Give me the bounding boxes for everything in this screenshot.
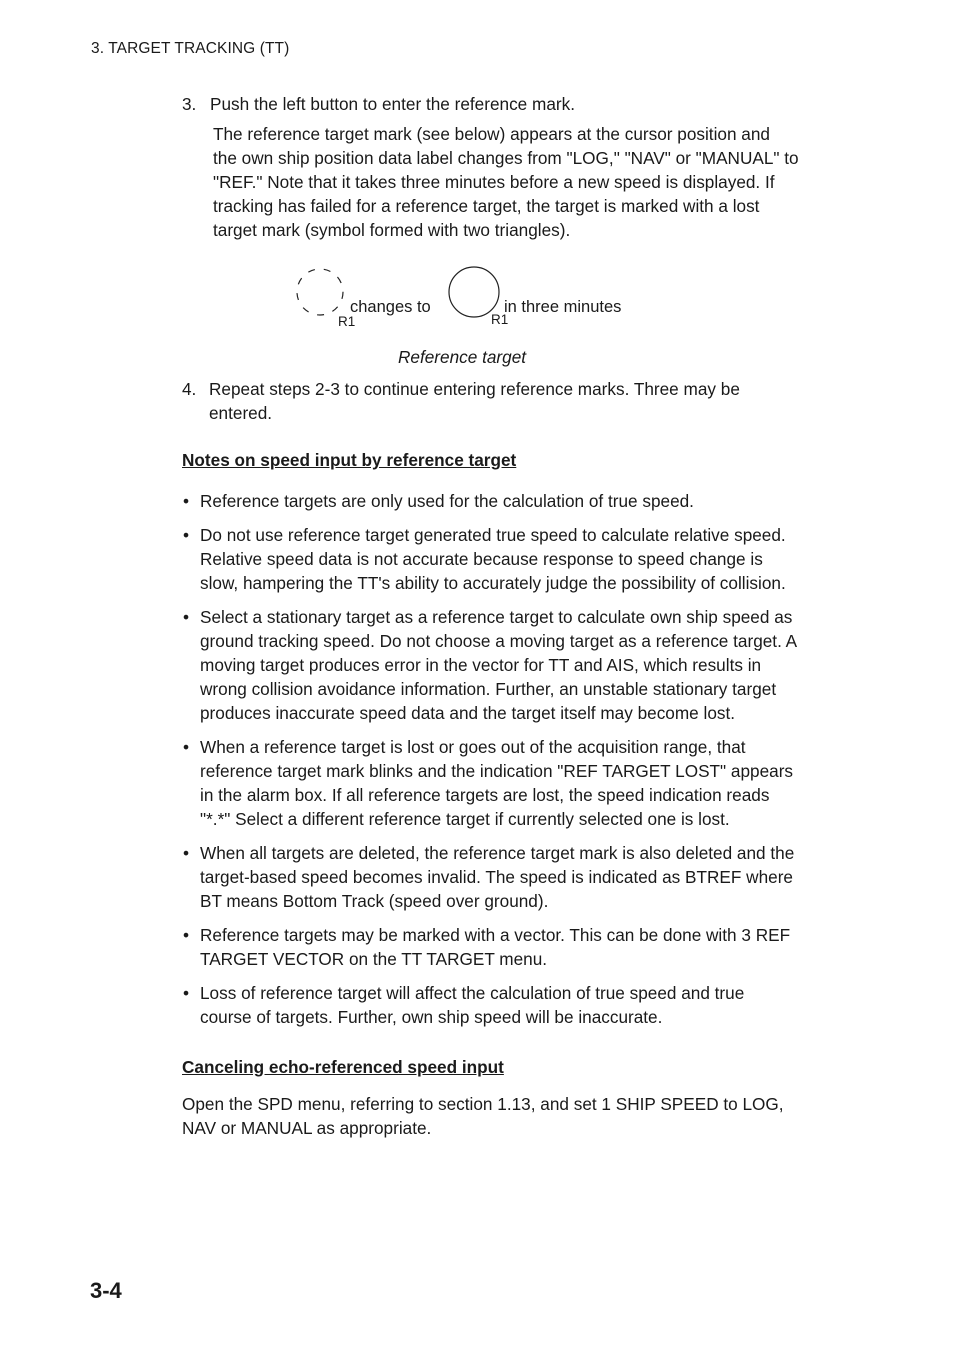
text-line: Reference targets may be marked with a vector. This can be done with 3 REF [200,925,791,945]
bullet-icon: • [183,525,190,545]
text-line: ground tracking speed. Do not choose a moving target as a reference target. A [200,631,798,651]
text-line: Reference targets are only used for the calculation of true speed. [200,491,694,511]
text-line: tracking has failed for a reference target, the target is marked with a lost [213,196,760,216]
text-line: "*.*" Select a different reference target if currently selected one is lost. [200,809,730,829]
reference-target-figure [290,262,650,337]
step-4-number: 4. [182,379,197,399]
text-line: produces inaccurate speed data and the target itself may become lost. [200,703,736,723]
text-line: reference target mark blinks and the indication "REF TARGET LOST" appears [200,761,794,781]
text-line: "REF." Note that it takes three minutes before a new speed is displayed. If [213,172,775,192]
text-line: The reference target mark (see below) appears at the cursor position and [213,124,770,144]
bullet-icon: • [183,737,190,757]
text-line: When a reference target is lost or goes out of the acquisition range, that [200,737,746,757]
text-line: the own ship position data label changes from "LOG," "NAV" or "MANUAL" to [213,148,799,168]
text-line: in the alarm box. If all reference targets are lost, the speed indication reads [200,785,770,805]
step-3-title: Push the left button to enter the reference mark. [210,94,575,114]
canceling-description [182,1092,847,1140]
solid-circle-icon [449,267,499,317]
dashed-circle-icon [297,269,343,315]
r1-label-right: R1 [491,312,509,327]
step-3-number: 3. [182,94,197,114]
canceling-heading: Canceling echo-referenced speed input [182,1057,504,1077]
step-4-description [209,377,849,425]
text-line: slow, hampering the TT's ability to accurately judge the possibility of collision. [200,573,786,593]
bullet-item [182,981,847,1029]
text-line: target-based speed becomes invalid. The speed is indicated as BTREF where [200,867,793,887]
page-number: 3-4 [90,1278,122,1303]
text-line: When all targets are deleted, the reference target mark is also deleted and the [200,843,795,863]
bullet-icon: • [183,491,190,511]
text-line: Open the SPD menu, referring to section 1.13, and set 1 SHIP SPEED to LOG, [182,1094,784,1114]
text-line: Relative speed data is not accurate because response to speed change is [200,549,763,569]
text-line: TARGET VECTOR on the TT TARGET menu. [200,949,548,969]
bullet-icon: • [183,607,190,627]
text-line: Do not use reference target generated true speed to calculate relative speed. [200,525,786,545]
text-line: entered. [209,403,273,423]
figure-caption: Reference target [398,347,527,367]
bullet-icon: • [183,983,190,1003]
bullet-item [182,523,847,595]
running-header: 3. TARGET TRACKING (TT) [91,40,290,57]
text-line: Select a stationary target as a reference target to calculate own ship speed as [200,607,793,627]
step-3-description [213,122,853,242]
text-line: Repeat steps 2-3 to continue entering reference marks. Three may be [209,379,740,399]
text-line: NAV or MANUAL as appropriate. [182,1118,432,1138]
text-line: target mark (symbol formed with two triangles). [213,220,571,240]
text-line: Loss of reference target will affect the calculation of true speed and true [200,983,745,1003]
notes-bullet-list [182,489,847,1039]
bullet-item [182,735,847,831]
r1-label-left: R1 [338,314,356,329]
notes-heading: Notes on speed input by reference target [182,450,517,470]
text-line: course of targets. Further, own ship speed will be inaccurate. [200,1007,663,1027]
bullet-item [182,923,847,971]
in-three-minutes-label: in three minutes [504,298,622,316]
bullet-icon: • [183,843,190,863]
bullet-item [182,605,847,725]
bullet-icon: • [183,925,190,945]
bullet-item [182,841,847,913]
text-line: wrong collision avoidance information. Further, an unstable stationary target [200,679,777,699]
changes-to-label: changes to [350,298,431,316]
bullet-item [182,489,847,513]
text-line: moving target produces error in the vector for TT and AIS, which results in [200,655,762,675]
text-line: BT means Bottom Track (speed over ground). [200,891,549,911]
